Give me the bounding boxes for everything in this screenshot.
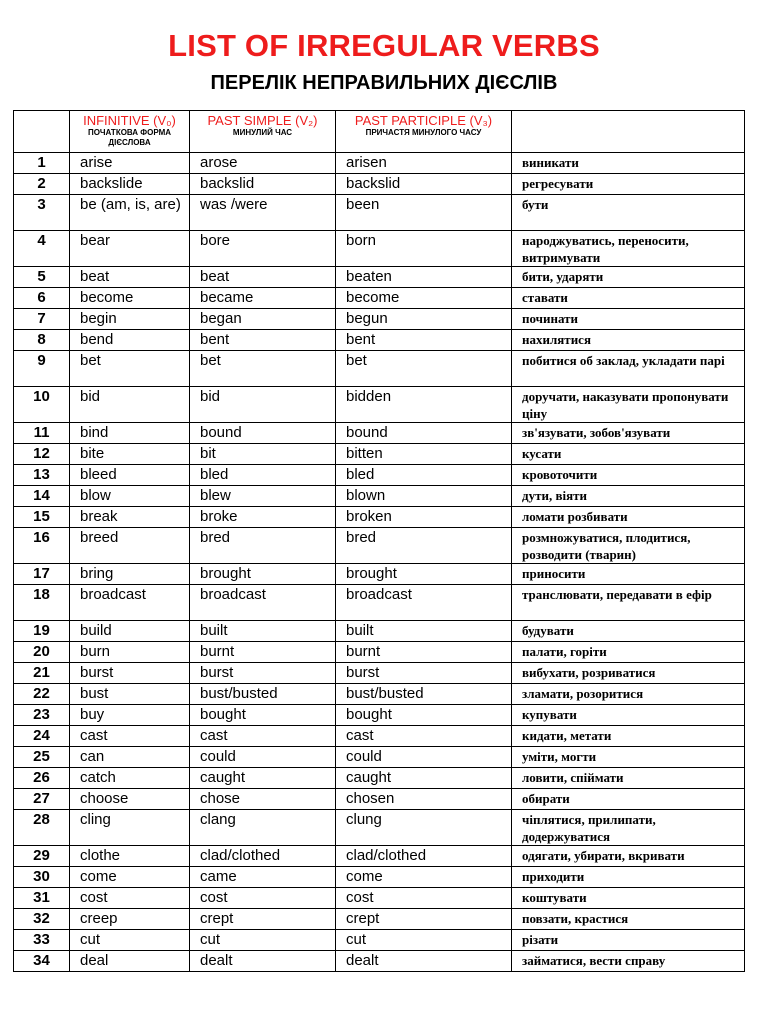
table-row [14, 930, 745, 951]
past-simple-cell: burnt [190, 642, 336, 663]
row-number: 31 [14, 888, 70, 909]
past-participle-cell: burst [336, 663, 512, 684]
table-row [14, 507, 745, 528]
translation-cell: розмножуватися, плодитися, розводити (тварин) [512, 528, 745, 564]
past-participle-cell: bust/busted [336, 684, 512, 705]
translation-cell: бути [512, 195, 745, 231]
past-simple-cell: bought [190, 705, 336, 726]
past-simple-cell: bent [190, 330, 336, 351]
past-simple-cell: bit [190, 444, 336, 465]
row-number: 24 [14, 726, 70, 747]
translation-cell: кусати [512, 444, 745, 465]
row-number: 11 [14, 423, 70, 444]
past-simple-cell: brought [190, 564, 336, 585]
row-number: 8 [14, 330, 70, 351]
row-number: 5 [14, 267, 70, 288]
past-simple-cell: arose [190, 153, 336, 174]
past-participle-cell: bled [336, 465, 512, 486]
past-participle-cell: bound [336, 423, 512, 444]
infinitive-cell: deal [70, 951, 190, 972]
row-number: 16 [14, 528, 70, 564]
past-participle-cell: bitten [336, 444, 512, 465]
row-number: 6 [14, 288, 70, 309]
row-number: 7 [14, 309, 70, 330]
past-participle-cell: clad/clothed [336, 846, 512, 867]
header-infinitive [70, 111, 190, 153]
past-simple-cell: chose [190, 789, 336, 810]
past-participle-cell: backslid [336, 174, 512, 195]
translation-cell: будувати [512, 621, 745, 642]
row-number: 33 [14, 930, 70, 951]
translation-cell: одягати, убирати, вкривати [512, 846, 745, 867]
past-simple-cell: backslid [190, 174, 336, 195]
table-row [14, 528, 745, 564]
past-simple-cell: bound [190, 423, 336, 444]
infinitive-cell: burst [70, 663, 190, 684]
infinitive-cell: catch [70, 768, 190, 789]
past-simple-cell: caught [190, 768, 336, 789]
row-number: 21 [14, 663, 70, 684]
past-simple-cell: clad/clothed [190, 846, 336, 867]
past-simple-cell: could [190, 747, 336, 768]
table-row [14, 564, 745, 585]
past-simple-cell: dealt [190, 951, 336, 972]
translation-cell: ломати розбивати [512, 507, 745, 528]
past-participle-cell: crept [336, 909, 512, 930]
infinitive-cell: broadcast [70, 585, 190, 621]
row-number: 19 [14, 621, 70, 642]
table-row [14, 387, 745, 423]
past-simple-cell: came [190, 867, 336, 888]
infinitive-cell: creep [70, 909, 190, 930]
row-number: 28 [14, 810, 70, 846]
header-translation-cell [512, 111, 745, 153]
translation-cell: займатися, вести справу [512, 951, 745, 972]
row-number: 20 [14, 642, 70, 663]
past-participle-cell: bred [336, 528, 512, 564]
infinitive-cell: burn [70, 642, 190, 663]
row-number: 22 [14, 684, 70, 705]
table-row [14, 846, 745, 867]
table-row [14, 951, 745, 972]
translation-cell: приходити [512, 867, 745, 888]
translation-cell: нахилятися [512, 330, 745, 351]
table-row [14, 444, 745, 465]
table-row [14, 747, 745, 768]
table-row [14, 621, 745, 642]
infinitive-cell: break [70, 507, 190, 528]
translation-cell: доручати, наказувати пропонувати ціну [512, 387, 745, 423]
infinitive-cell: can [70, 747, 190, 768]
translation-cell: купувати [512, 705, 745, 726]
infinitive-cell: blow [70, 486, 190, 507]
translation-cell: різати [512, 930, 745, 951]
table-row [14, 486, 745, 507]
past-participle-cell: caught [336, 768, 512, 789]
past-participle-cell: burnt [336, 642, 512, 663]
table-row [14, 351, 745, 387]
header-infinitive-label: INFINITIVE (V₀) [83, 113, 176, 128]
infinitive-cell: cut [70, 930, 190, 951]
row-number: 30 [14, 867, 70, 888]
infinitive-cell: buy [70, 705, 190, 726]
past-participle-cell: clung [336, 810, 512, 846]
table-row [14, 888, 745, 909]
translation-cell: регресувати [512, 174, 745, 195]
past-simple-cell: crept [190, 909, 336, 930]
table-row [14, 810, 745, 846]
page-subtitle: ПЕРЕЛІК НЕПРАВИЛЬНИХ ДІЄСЛІВ [210, 72, 558, 94]
past-participle-cell: could [336, 747, 512, 768]
row-number: 17 [14, 564, 70, 585]
past-simple-cell: clang [190, 810, 336, 846]
translation-cell: вибухати, розриватися [512, 663, 745, 684]
translation-cell: кровоточити [512, 465, 745, 486]
past-participle-cell: begun [336, 309, 512, 330]
translation-cell: бити, ударяти [512, 267, 745, 288]
translation-cell: ставати [512, 288, 745, 309]
past-simple-cell: bled [190, 465, 336, 486]
infinitive-cell: bid [70, 387, 190, 423]
infinitive-cell: bite [70, 444, 190, 465]
past-simple-cell: bust/busted [190, 684, 336, 705]
row-number: 29 [14, 846, 70, 867]
table-header-row [14, 111, 745, 153]
past-participle-cell: broadcast [336, 585, 512, 621]
translation-cell: приносити [512, 564, 745, 585]
past-participle-cell: cut [336, 930, 512, 951]
table-row [14, 288, 745, 309]
past-simple-cell: bid [190, 387, 336, 423]
infinitive-cell: cling [70, 810, 190, 846]
header-past-simple-ua: МИНУЛИЙ ЧАС [232, 128, 293, 137]
infinitive-cell: bear [70, 231, 190, 267]
table-row [14, 726, 745, 747]
table-row [14, 267, 745, 288]
translation-cell: обирати [512, 789, 745, 810]
infinitive-cell: cast [70, 726, 190, 747]
translation-cell: виникати [512, 153, 745, 174]
past-simple-cell: built [190, 621, 336, 642]
past-participle-cell: brought [336, 564, 512, 585]
row-number: 3 [14, 195, 70, 231]
row-number: 34 [14, 951, 70, 972]
translation-cell: дути, віяти [512, 486, 745, 507]
irregular-verbs-table [13, 110, 745, 972]
infinitive-cell: clothe [70, 846, 190, 867]
translation-cell: транслювати, передавати в ефір [512, 585, 745, 621]
past-participle-cell: built [336, 621, 512, 642]
translation-cell: починати [512, 309, 745, 330]
past-participle-cell: dealt [336, 951, 512, 972]
table-row [14, 684, 745, 705]
translation-cell: чіплятися, прилипати, додержуватися [512, 810, 745, 846]
translation-cell: уміти, могти [512, 747, 745, 768]
infinitive-cell: bind [70, 423, 190, 444]
table-row [14, 789, 745, 810]
table-row [14, 195, 745, 231]
row-number: 13 [14, 465, 70, 486]
past-simple-cell: broadcast [190, 585, 336, 621]
past-participle-cell: been [336, 195, 512, 231]
past-participle-cell: chosen [336, 789, 512, 810]
row-number: 23 [14, 705, 70, 726]
table-row [14, 153, 745, 174]
translation-cell: побитися об заклад, укладати парі [512, 351, 745, 387]
infinitive-cell: bet [70, 351, 190, 387]
translation-cell: повзати, крастися [512, 909, 745, 930]
infinitive-cell: begin [70, 309, 190, 330]
past-simple-cell: cost [190, 888, 336, 909]
infinitive-cell: become [70, 288, 190, 309]
past-simple-cell: cut [190, 930, 336, 951]
row-number: 27 [14, 789, 70, 810]
past-participle-cell: bet [336, 351, 512, 387]
table-row [14, 330, 745, 351]
header-past-participle-label: PAST PARTICIPLE (V₃) [354, 113, 493, 128]
infinitive-cell: be (am, is, are) [70, 195, 190, 231]
infinitive-cell: bend [70, 330, 190, 351]
verbs-table-body [14, 153, 745, 972]
table-row [14, 585, 745, 621]
infinitive-cell: bust [70, 684, 190, 705]
row-number: 32 [14, 909, 70, 930]
table-row [14, 867, 745, 888]
page-title: LIST OF IRREGULAR VERBS [168, 28, 600, 63]
infinitive-cell: bleed [70, 465, 190, 486]
translation-cell: палати, горіти [512, 642, 745, 663]
table-row [14, 705, 745, 726]
past-participle-cell: bidden [336, 387, 512, 423]
header-infinitive-ua: ПОЧАТКОВА ФОРМА ДІЄСЛОВА [87, 128, 172, 147]
past-simple-cell: blew [190, 486, 336, 507]
infinitive-cell: choose [70, 789, 190, 810]
table-row [14, 309, 745, 330]
row-number: 26 [14, 768, 70, 789]
past-participle-cell: cast [336, 726, 512, 747]
row-number: 10 [14, 387, 70, 423]
infinitive-cell: beat [70, 267, 190, 288]
table-row [14, 465, 745, 486]
past-participle-cell: come [336, 867, 512, 888]
row-number: 15 [14, 507, 70, 528]
header-past-participle-ua: ПРИЧАСТЯ МИНУЛОГО ЧАСУ [365, 128, 482, 137]
translation-cell: зламати, розоритися [512, 684, 745, 705]
translation-cell: ловити, спіймати [512, 768, 745, 789]
translation-cell: кидати, метати [512, 726, 745, 747]
past-participle-cell: broken [336, 507, 512, 528]
row-number: 12 [14, 444, 70, 465]
row-number: 9 [14, 351, 70, 387]
table-row [14, 663, 745, 684]
row-number: 18 [14, 585, 70, 621]
past-participle-cell: beaten [336, 267, 512, 288]
row-number: 1 [14, 153, 70, 174]
infinitive-cell: cost [70, 888, 190, 909]
row-number: 2 [14, 174, 70, 195]
translation-cell: зв'язувати, зобов'язувати [512, 423, 745, 444]
row-number: 25 [14, 747, 70, 768]
translation-cell: народжуватись, переносити, витримувати [512, 231, 745, 267]
past-participle-cell: born [336, 231, 512, 267]
infinitive-cell: breed [70, 528, 190, 564]
header-number-cell [14, 111, 70, 153]
past-simple-cell: bet [190, 351, 336, 387]
past-simple-cell: was /were [190, 195, 336, 231]
table-row [14, 642, 745, 663]
past-simple-cell: cast [190, 726, 336, 747]
past-participle-cell: become [336, 288, 512, 309]
past-participle-cell: bent [336, 330, 512, 351]
past-simple-cell: burst [190, 663, 336, 684]
past-participle-cell: arisen [336, 153, 512, 174]
header-past-simple-label: PAST SIMPLE (V₂) [207, 113, 318, 128]
header-past-participle [336, 111, 512, 153]
past-simple-cell: broke [190, 507, 336, 528]
infinitive-cell: backslide [70, 174, 190, 195]
infinitive-cell: arise [70, 153, 190, 174]
translation-cell: коштувати [512, 888, 745, 909]
table-row [14, 231, 745, 267]
infinitive-cell: come [70, 867, 190, 888]
infinitive-cell: bring [70, 564, 190, 585]
past-simple-cell: became [190, 288, 336, 309]
header-past-simple [190, 111, 336, 153]
row-number: 4 [14, 231, 70, 267]
past-simple-cell: began [190, 309, 336, 330]
past-simple-cell: beat [190, 267, 336, 288]
past-participle-cell: blown [336, 486, 512, 507]
infinitive-cell: build [70, 621, 190, 642]
table-row [14, 909, 745, 930]
past-participle-cell: bought [336, 705, 512, 726]
table-row [14, 423, 745, 444]
table-row [14, 768, 745, 789]
row-number: 14 [14, 486, 70, 507]
past-simple-cell: bred [190, 528, 336, 564]
table-row [14, 174, 745, 195]
past-simple-cell: bore [190, 231, 336, 267]
past-participle-cell: cost [336, 888, 512, 909]
